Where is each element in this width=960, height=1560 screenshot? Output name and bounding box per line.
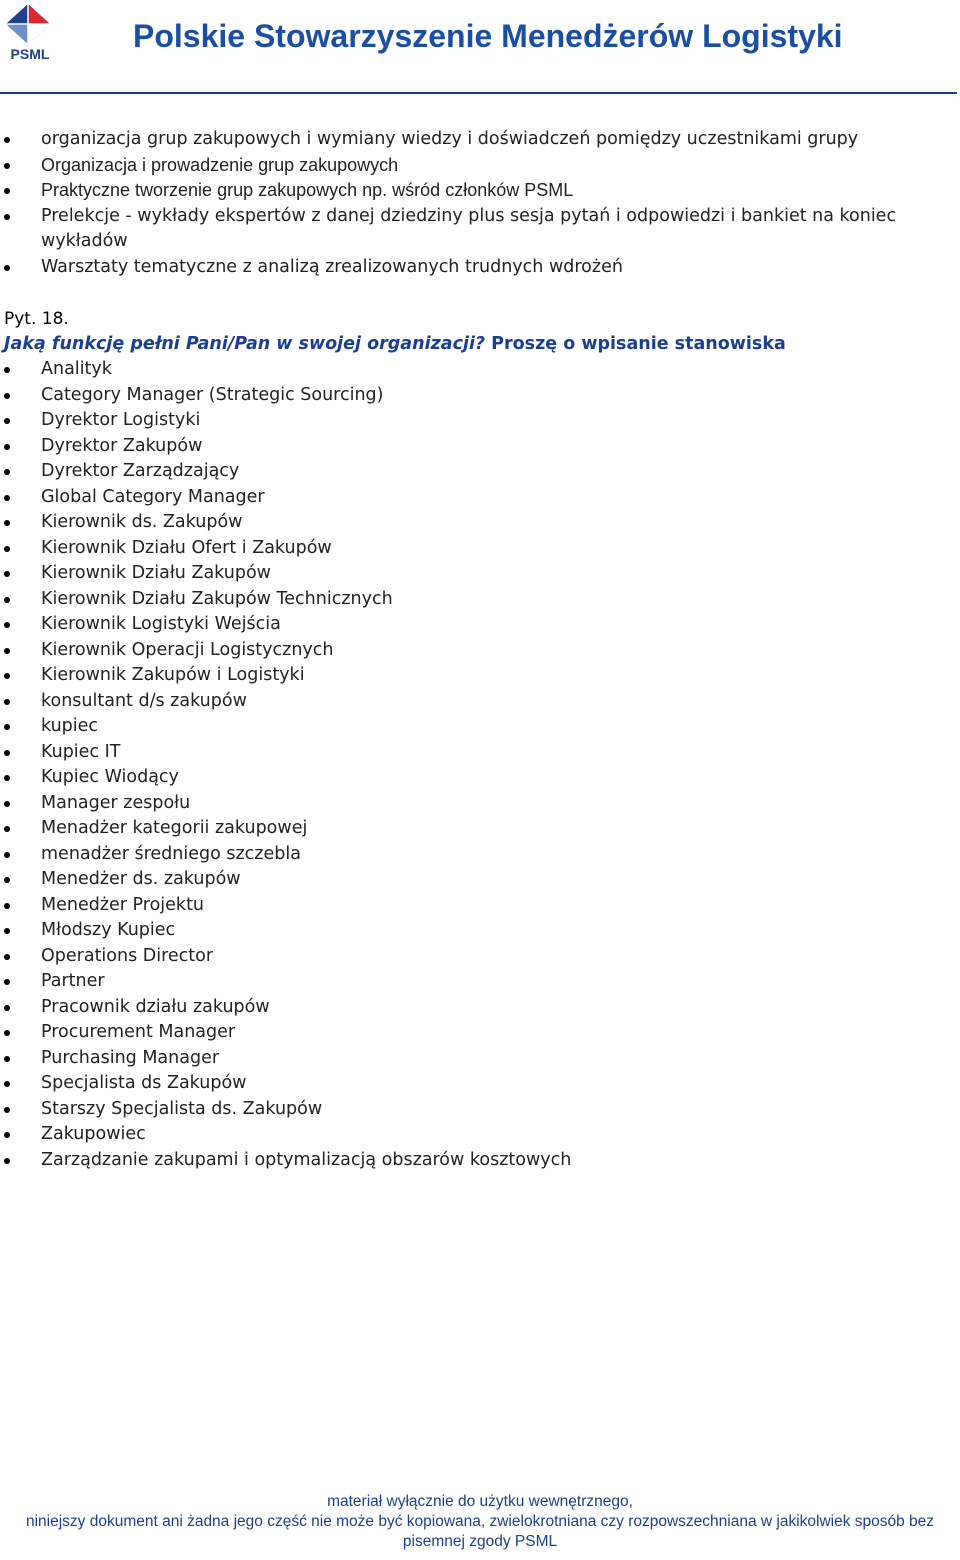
list-item: Category Manager (Strategic Sourcing) xyxy=(0,383,955,409)
list-item: Młodszy Kupiec xyxy=(0,918,955,944)
list-item: Zakupowiec xyxy=(0,1122,955,1148)
organization-title: Polskie Stowarzyszenie Menedżerów Logistyki xyxy=(133,18,843,54)
list-item: Praktyczne tworzenie grup zakupowych np. wśród członków PSML xyxy=(0,178,955,204)
logo-emblem-icon xyxy=(2,2,54,48)
list-item: Kierownik Operacji Logistycznych xyxy=(0,638,955,664)
list-item: Menedżer Projektu xyxy=(0,893,955,919)
list-item: Warsztaty tematyczne z analizą zrealizowanych trudnych wdrożeń xyxy=(0,255,955,281)
question-number: Pyt. 18. xyxy=(4,309,69,329)
list-item: Kierownik Działu Zakupów Technicznych xyxy=(0,587,955,613)
question-heading xyxy=(4,332,786,356)
footer-line-1: materiał wyłącznie do użytku wewnętrznego, xyxy=(327,1493,633,1510)
psml-logo xyxy=(2,2,54,66)
list-item: Dyrektor Zakupów xyxy=(0,434,955,460)
list-item: organizacja grup zakupowych i wymiany wiedzy i doświadczeń pomiędzy uczestnikami grupy xyxy=(0,127,955,153)
list-item: Kierownik Działu Zakupów xyxy=(0,561,955,587)
list-item: Kierownik Logistyki Wejścia xyxy=(0,612,955,638)
logo-text: PSML xyxy=(10,46,50,62)
list-item: Operations Director xyxy=(0,944,955,970)
header-divider xyxy=(0,92,957,94)
list-item: Menadżer kategorii zakupowej xyxy=(0,816,955,842)
list-item: Kupiec Wiodący xyxy=(0,765,955,791)
list-item: Analityk xyxy=(0,357,955,383)
list-item: konsultant d/s zakupów xyxy=(0,689,955,715)
list-item: Dyrektor Zarządzający xyxy=(0,459,955,485)
list-item: Zarządzanie zakupami i optymalizacją obszarów kosztowych xyxy=(0,1148,955,1174)
list-item: Starszy Specjalista ds. Zakupów xyxy=(0,1097,955,1123)
list-item: Kierownik Działu Ofert i Zakupów xyxy=(0,536,955,562)
list-item: Global Category Manager xyxy=(0,485,955,511)
list-item: Manager zespołu xyxy=(0,791,955,817)
footer-line-2: niniejszy dokument ani żadna jego część nie może być kopiowana, zwielokrotniana czy rozpowszechniana w jakikolwiek sposób bez xyxy=(25,1513,935,1530)
list-item: Kierownik ds. Zakupów xyxy=(0,510,955,536)
list-item: Kierownik Zakupów i Logistyki xyxy=(0,663,955,689)
list-item: Purchasing Manager xyxy=(0,1046,955,1072)
question-text: Jaką funkcję pełni Pani/Pan w swojej organizacji? xyxy=(4,334,486,354)
list-item: Pracownik działu zakupów xyxy=(0,995,955,1021)
list-item: menadżer średniego szczebla xyxy=(0,842,955,868)
answers-list xyxy=(0,357,955,1173)
page-footer xyxy=(0,1492,960,1552)
question-instruction: Proszę o wpisanie stanowiska xyxy=(485,334,786,354)
list-item: Procurement Manager xyxy=(0,1020,955,1046)
list-item: Menedżer ds. zakupów xyxy=(0,867,955,893)
list-item: Organizacja i prowadzenie grup zakupowych xyxy=(0,153,955,179)
list-item: Kupiec IT xyxy=(0,740,955,766)
list-item: kupiec xyxy=(0,714,955,740)
list-item: Dyrektor Logistyki xyxy=(0,408,955,434)
page-header xyxy=(0,0,960,94)
list-item: Prelekcje - wykłady ekspertów z danej dziedziny plus sesja pytań i odpowiedzi i bankiet na koniec wykładów xyxy=(0,204,955,255)
activities-list xyxy=(0,127,955,280)
list-item: Specjalista ds Zakupów xyxy=(0,1071,955,1097)
footer-line-3: pisemnej zgody PSML xyxy=(402,1533,558,1550)
list-item: Partner xyxy=(0,969,955,995)
